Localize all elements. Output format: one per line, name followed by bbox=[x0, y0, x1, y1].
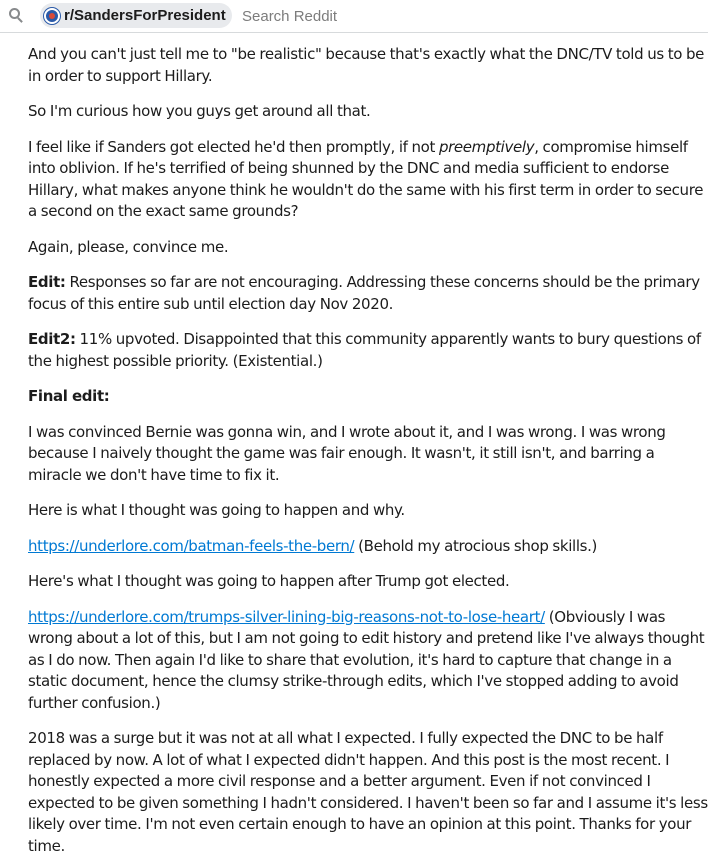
post-paragraph: Here is what I thought was going to happen and why. bbox=[28, 501, 405, 519]
post-paragraph: 2018 was a surge but it was not at all what I expected. I fully expected the DNC to be half replaced by now. A lot of what I expected didn't happen. And this post is the most recent. I honestly expected a more civil response and a better argument. Even if not convinced I expected to be given something I hadn't considered. I haven't been so far and I assume it's less likely over time. I'm not even certain enough to have an opinion at this point. Thanks for your time. bbox=[28, 729, 708, 855]
emphasis-text: preemptively bbox=[438, 137, 535, 156]
silver-lining-article-link[interactable]: https://underlore.com/trumps-silver-lining-big-reasons-not-to-lose-heart/ bbox=[28, 607, 545, 626]
post-body bbox=[28, 44, 708, 864]
post-paragraph: Again, please, convince me. bbox=[28, 237, 229, 256]
edit-paragraph: Edit: Responses so far are not encouraging. Addressing these concerns should be the primary focus of this entire sub until election day Nov 2020. bbox=[28, 273, 700, 313]
post-paragraph: I was convinced Bernie was gonna win, and I wrote about it, and I was wrong. I was wrong because I naively thought the game was fair enough. It wasn't, it still isn't, and barring a miracle we don't have time to fix it. bbox=[28, 422, 666, 484]
post-paragraph: I feel like if Sanders got elected he'd then promptly, if not preemptively, compromise himself into oblivion. If he's terrified of being shunned by the DNC and media sufficient to endorse Hillary, what makes anyone think he wouldn't do the same with his first term in order to secure a second on the exact same grounds? bbox=[28, 137, 704, 220]
top-bar bbox=[0, 0, 708, 33]
edit2-label: Edit2: bbox=[28, 330, 76, 348]
subreddit-avatar-icon bbox=[44, 8, 60, 24]
post-paragraph: So I'm curious how you guys get around all that. bbox=[28, 102, 371, 120]
search-input[interactable] bbox=[238, 4, 686, 28]
batman-article-link[interactable]: https://underlore.com/batman-feels-the-bern/ bbox=[28, 536, 355, 555]
final-edit-heading: Final edit: bbox=[28, 387, 110, 405]
link-paragraph: https://underlore.com/trumps-silver-lining-big-reasons-not-to-lose-heart/ (Obviously I was wrong about a lot of this, but I am not going to edit history and pretend like I've always thought as I do now. Then again I'd like to share that evolution, it's hard to capture that change in a static document, hence the clumsy strike-through edits, which I've stopped adding to avoid further confusion.) bbox=[28, 607, 705, 712]
edit2-paragraph: Edit2: 11% upvoted. Disappointed that this community apparently wants to bury questions of the highest possible priority. (Existential.) bbox=[28, 330, 701, 370]
subreddit-name: r/SandersForPresident bbox=[64, 7, 226, 24]
search-icon[interactable] bbox=[9, 8, 20, 19]
subreddit-scope-chip[interactable] bbox=[40, 3, 232, 28]
post-paragraph: And you can't just tell me to "be realistic" because that's exactly what the DNC/TV told us to be in order to support Hillary. bbox=[28, 45, 705, 85]
post-paragraph: Here's what I thought was going to happen after Trump got elected. bbox=[28, 572, 510, 590]
link-paragraph: https://underlore.com/batman-feels-the-bern/ (Behold my atrocious shop skills.) bbox=[28, 536, 598, 555]
edit-label: Edit: bbox=[28, 273, 66, 291]
